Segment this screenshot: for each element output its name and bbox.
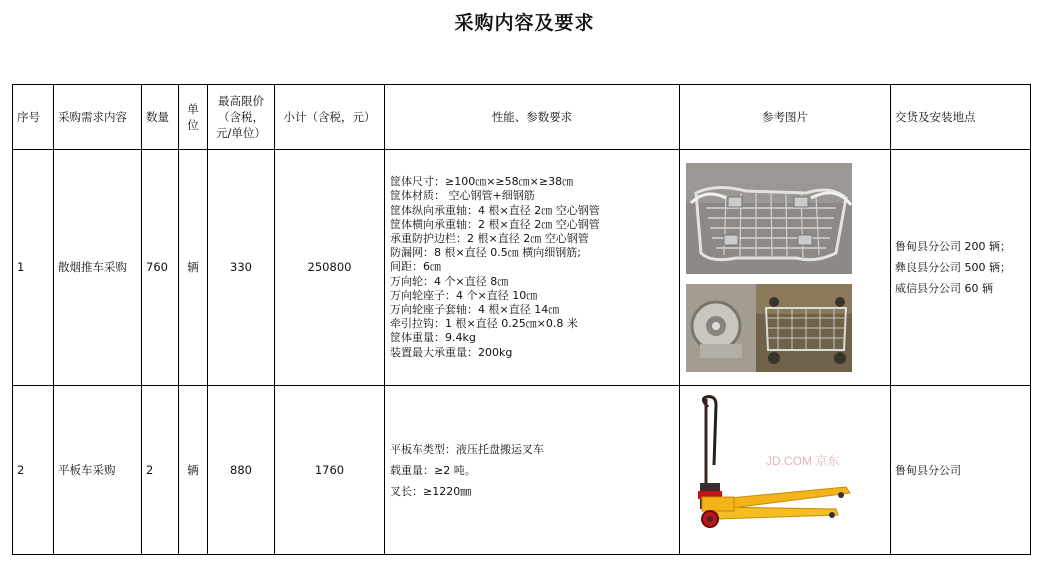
header-unit (179, 85, 208, 150)
header-price (208, 85, 275, 150)
cart-photo-basket (686, 163, 852, 274)
spec-line: 筐体尺寸：≥100㎝×≥58㎝×≥38㎝ (390, 175, 574, 189)
row2-subtotal: 1760 (275, 386, 385, 555)
delivery-line: 威信县分公司 60 辆 (895, 282, 993, 295)
row2-ref-image (680, 386, 891, 555)
spec-line: 万向轮：4 个×直径 8㎝ (390, 274, 509, 288)
spec-line: 防漏网：8 根×直径 0.5㎝ 横向细钢筋; (390, 246, 581, 260)
row1-delivery (891, 150, 1031, 386)
spec-line: 筐体重量：9.4kg (390, 331, 476, 345)
header-content: 采购需求内容 (54, 85, 142, 150)
spec-line: 承重防护边栏：2 根×直径 2㎝ 空心钢管 (390, 231, 589, 245)
row2-unit: 辆 (179, 386, 208, 555)
row2-content: 平板车采购 (54, 386, 142, 555)
header-row (13, 85, 1031, 150)
row1-content: 散烟推车采购 (54, 150, 142, 386)
spec-line: 万向轮座子：4 个×直径 10㎝ (390, 288, 538, 302)
cart-photo-wheels (686, 284, 852, 372)
spec-line: 筐体横向承重轴：2 根×直径 2㎝ 空心钢管 (390, 217, 600, 231)
row1-qty: 760 (142, 150, 179, 386)
delivery-line: 鲁甸县分公司 200 辆； (895, 240, 1011, 253)
table-row (13, 386, 1031, 555)
delivery-line: 鲁甸县分公司 (895, 463, 961, 477)
spec-line: 牵引拉钩：1 根×直径 0.25㎝×0.8 米 (390, 317, 578, 331)
header-price-line2: （含税， (218, 109, 264, 124)
header-unit-text: 单位 (187, 101, 199, 132)
row1-no: 1 (13, 150, 54, 386)
row2-specs (385, 386, 680, 555)
spec-line: 筐体纵向承重轴：4 根×直径 2㎝ 空心钢管 (390, 203, 600, 217)
delivery-line: 彝良县分公司 500 辆； (895, 261, 1011, 274)
header-ref-image: 参考图片 (680, 85, 891, 150)
header-delivery: 交货及安装地点 (891, 85, 1031, 150)
row2-no: 2 (13, 386, 54, 555)
row1-ref-images (680, 150, 891, 386)
spec-line: 平板车类型：液压托盘搬运叉车 (390, 442, 544, 456)
header-price-line3: 元/单位） (216, 126, 266, 141)
pallet-jack-photo (686, 395, 885, 545)
header-subtotal: 小计（含税，元） (275, 85, 385, 150)
header-no: 序号 (13, 85, 54, 150)
spec-line: 万向轮座子套轴：4 根×直径 14㎝ (390, 303, 560, 316)
spec-line: 载重量：≥2 吨。 (390, 463, 476, 477)
row2-price: 880 (208, 386, 275, 555)
header-qty: 数量 (142, 85, 179, 150)
spec-line: 筐体材质： 空心钢管+细钢筋 (390, 189, 535, 203)
row1-price: 330 (208, 150, 275, 386)
procurement-table (12, 84, 1031, 555)
spec-line: 间距：6㎝ (390, 260, 441, 274)
watermark-text: JD.COM 京东 (766, 454, 840, 468)
table-row (13, 150, 1031, 386)
row1-specs (385, 150, 680, 386)
row1-subtotal: 250800 (275, 150, 385, 386)
spec-line: 叉长：≥1220㎜ (390, 484, 472, 498)
header-specs: 性能、参数要求 (385, 85, 680, 150)
header-price-line1: 最高限价 (218, 93, 264, 108)
row2-qty: 2 (142, 386, 179, 555)
spec-line: 装置最大承重量：200kg (390, 345, 513, 359)
page-title: 采购内容及要求 (454, 12, 595, 34)
row2-delivery (891, 386, 1031, 555)
row1-unit: 辆 (179, 150, 208, 386)
